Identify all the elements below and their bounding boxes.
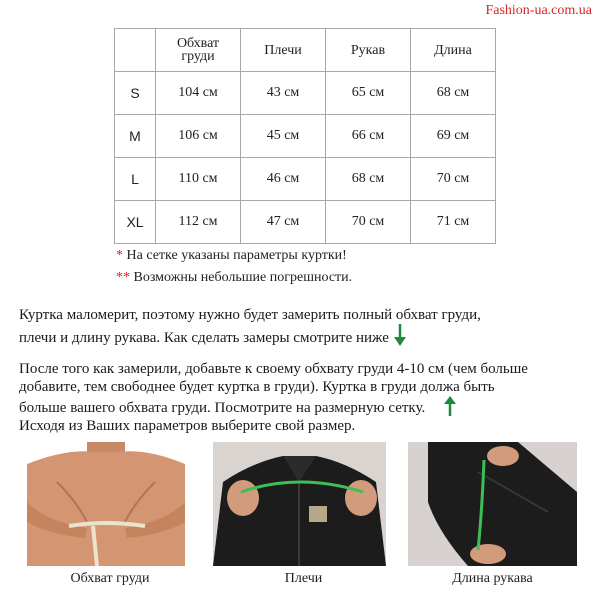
- note-marker: **: [116, 270, 130, 285]
- chest-value: 104 см: [156, 72, 241, 115]
- note-marker: *: [116, 248, 123, 263]
- note-text: Возможны небольшие погрешности.: [133, 270, 353, 285]
- text-line: [19, 324, 597, 347]
- note-tolerance: [116, 270, 352, 286]
- text-line: После того как замерили, добавьте к своему обхвату груди 4-10 см (чем больше: [19, 361, 528, 377]
- sleeve-value: 66 см: [326, 115, 411, 158]
- sleeve-value: 68 см: [326, 158, 411, 201]
- text-line: Исходя из Ваших параметров выберите свой размер.: [19, 418, 356, 434]
- photo-sleeve-measurement: [408, 442, 577, 566]
- note-jacket-params: [116, 248, 347, 264]
- length-value: 70 см: [411, 158, 496, 201]
- table-row: [115, 115, 496, 158]
- text-line: [19, 396, 597, 417]
- shoulders-value: 47 см: [241, 201, 326, 244]
- chest-value: 112 см: [156, 201, 241, 244]
- size-label: S: [115, 72, 156, 115]
- header-chest-label: Обхват груди: [176, 36, 220, 64]
- text-line: добавите, тем свободнее будет куртка в груди). Куртка в груди должа быть: [19, 379, 495, 395]
- shoulders-value: 43 см: [241, 72, 326, 115]
- chest-value: 106 см: [156, 115, 241, 158]
- photo-chest-measurement: [27, 442, 185, 566]
- table-row: [115, 72, 496, 115]
- table-header-chest: [156, 29, 241, 72]
- size-chart-table: [114, 28, 496, 244]
- sleeve-value: 70 см: [326, 201, 411, 244]
- size-label: XL: [115, 201, 156, 244]
- text-line: Куртка маломерит, поэтому нужно будет замерить полный обхват груди,: [19, 307, 481, 323]
- caption-shoulders: Плечи: [284, 571, 323, 586]
- chest-value: 110 см: [156, 158, 241, 201]
- text-line-content: плечи и длину рукава. Как сделать замеры смотрите ниже: [19, 330, 389, 346]
- size-label: M: [115, 115, 156, 158]
- table-header-length: Длина: [411, 29, 496, 72]
- length-value: 69 см: [411, 115, 496, 158]
- table-row: [115, 201, 496, 244]
- arrow-up-icon: [443, 396, 457, 416]
- caption-chest: Обхват груди: [70, 571, 150, 586]
- arrow-down-icon: [393, 324, 407, 346]
- table-header-shoulders: Плечи: [241, 29, 326, 72]
- instruction-paragraph-measure: [19, 306, 597, 347]
- size-label: L: [115, 158, 156, 201]
- shoulders-value: 45 см: [241, 115, 326, 158]
- caption-sleeve: Длина рукава: [452, 571, 533, 586]
- note-text: На сетке указаны параметры куртки!: [126, 248, 347, 263]
- photo-shoulders-measurement: [213, 442, 386, 566]
- instruction-paragraph-choose: [19, 360, 597, 435]
- brand-watermark[interactable]: Fashion-ua.com.ua: [485, 3, 592, 18]
- shoulders-value: 46 см: [241, 158, 326, 201]
- table-header-sleeve: Рукав: [326, 29, 411, 72]
- table-header-row: [115, 29, 496, 72]
- table-header-corner: [115, 29, 156, 72]
- length-value: 71 см: [411, 201, 496, 244]
- table-row: [115, 158, 496, 201]
- sleeve-value: 65 см: [326, 72, 411, 115]
- text-line-content: больше вашего обхвата груди. Посмотрите на размерную сетку.: [19, 400, 426, 416]
- length-value: 68 см: [411, 72, 496, 115]
